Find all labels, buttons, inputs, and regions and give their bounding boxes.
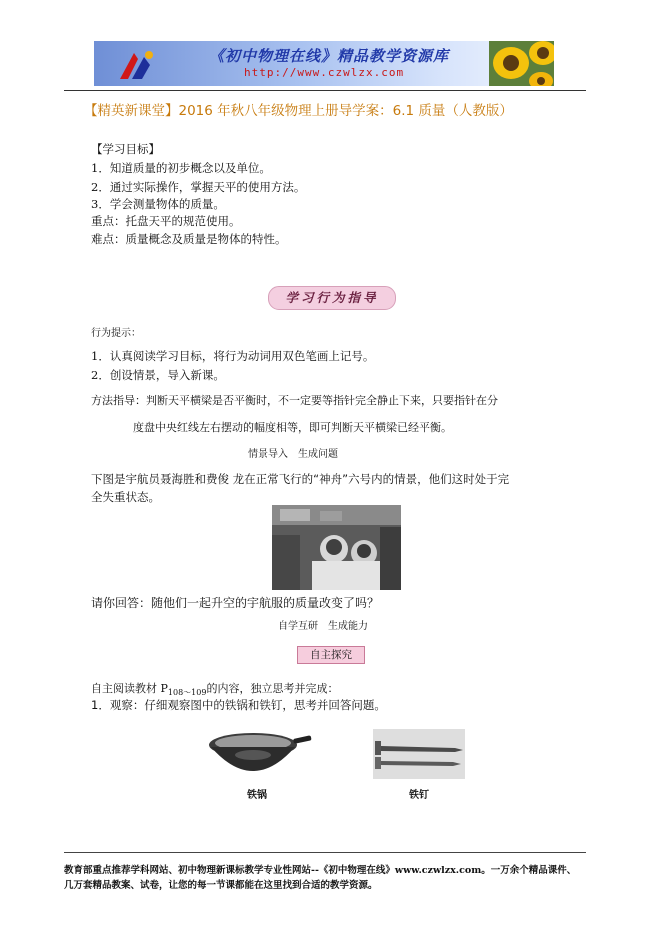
difficulty-point: 难点：质量概念及质量是物体的特性。 [91,232,287,246]
section-label-learning-guidance: 学习行为指导 [268,286,396,310]
sunflower-icon [489,41,554,86]
self-exploration-box: 自主探究 [297,646,365,664]
iron-nail-photo [373,729,465,779]
reading-suffix: 的内容，独立思考并完成： [206,682,339,695]
method-guidance-line-1: 方法指导：判断天平横梁是否平衡时，不一定要等指针完全静止下来，只要指针在分 [91,394,498,407]
tip-item-2: 2．创设情景，导入新课。 [91,368,225,382]
header-banner [94,41,554,86]
astronaut-photo [272,505,401,590]
iron-nail-icon [373,729,465,779]
reading-prefix: 自主阅读教材 P [91,682,168,695]
scenario-text-line-1: 下图是宇航员聂海胜和费俊 龙在正常飞行的“神舟”六号内的情景，他们这时处于完 [91,472,510,486]
footer-divider [64,852,586,853]
scenario-text-line-2: 全失重状态。 [91,490,160,504]
objectives-heading: 【学习目标】 [91,142,160,156]
footer-line-2: 几万套精品教案、试卷，让您的每一节课都能在这里找到合适的教学资源。 [64,880,378,891]
method-guidance-line-2: 度盘中央红线左右摆动的幅度相等，即可判断天平横梁已经平衡。 [133,421,452,434]
tip-label: 行为提示： [91,328,141,339]
key-point: 重点：托盘天平的规范使用。 [91,214,241,228]
objective-item-2: 2．通过实际操作，掌握天平的使用方法。 [91,180,306,194]
header-divider [64,90,586,91]
document-title: 【精英新课堂】2016 年秋八年级物理上册导学案：6.1 质量（人教版） [84,103,513,119]
tip-item-1: 1．认真阅读学习目标，将行为动词用双色笔画上记号。 [91,349,375,363]
spacecraft-cabin-icon [272,505,401,590]
observe-instruction: 1．观察：仔细观察图中的铁锅和铁钉，思考并回答问题。 [91,698,386,712]
caption-wok: 铁锅 [247,790,267,801]
objective-item-3: 3．学会测量物体的质量。 [91,197,225,211]
self-study-heading: 自学互研 生成能力 [278,621,368,632]
iron-wok-icon [203,725,313,785]
objective-item-1: 1．知道质量的初步概念以及单位。 [91,161,271,175]
scene-heading: 情景导入 生成问题 [248,449,338,460]
reading-instruction [91,680,338,698]
scenario-question: 请你回答：随他们一起升空的宇航服的质量改变了吗？ [91,596,380,610]
banner-url[interactable]: http://www.czwlzx.com [244,66,405,79]
site-logo-icon [116,49,156,83]
reading-pages: 108～109 [167,688,207,698]
caption-nail: 铁钉 [409,790,429,801]
banner-title: 《初中物理在线》精品教学资源库 [209,47,450,65]
footer-line-1: 教育部重点推荐学科网站、初中物理新课标教学专业性网站--《初中物理在线》www.czwlzx.com。一万余个精品课件、 [64,865,577,876]
